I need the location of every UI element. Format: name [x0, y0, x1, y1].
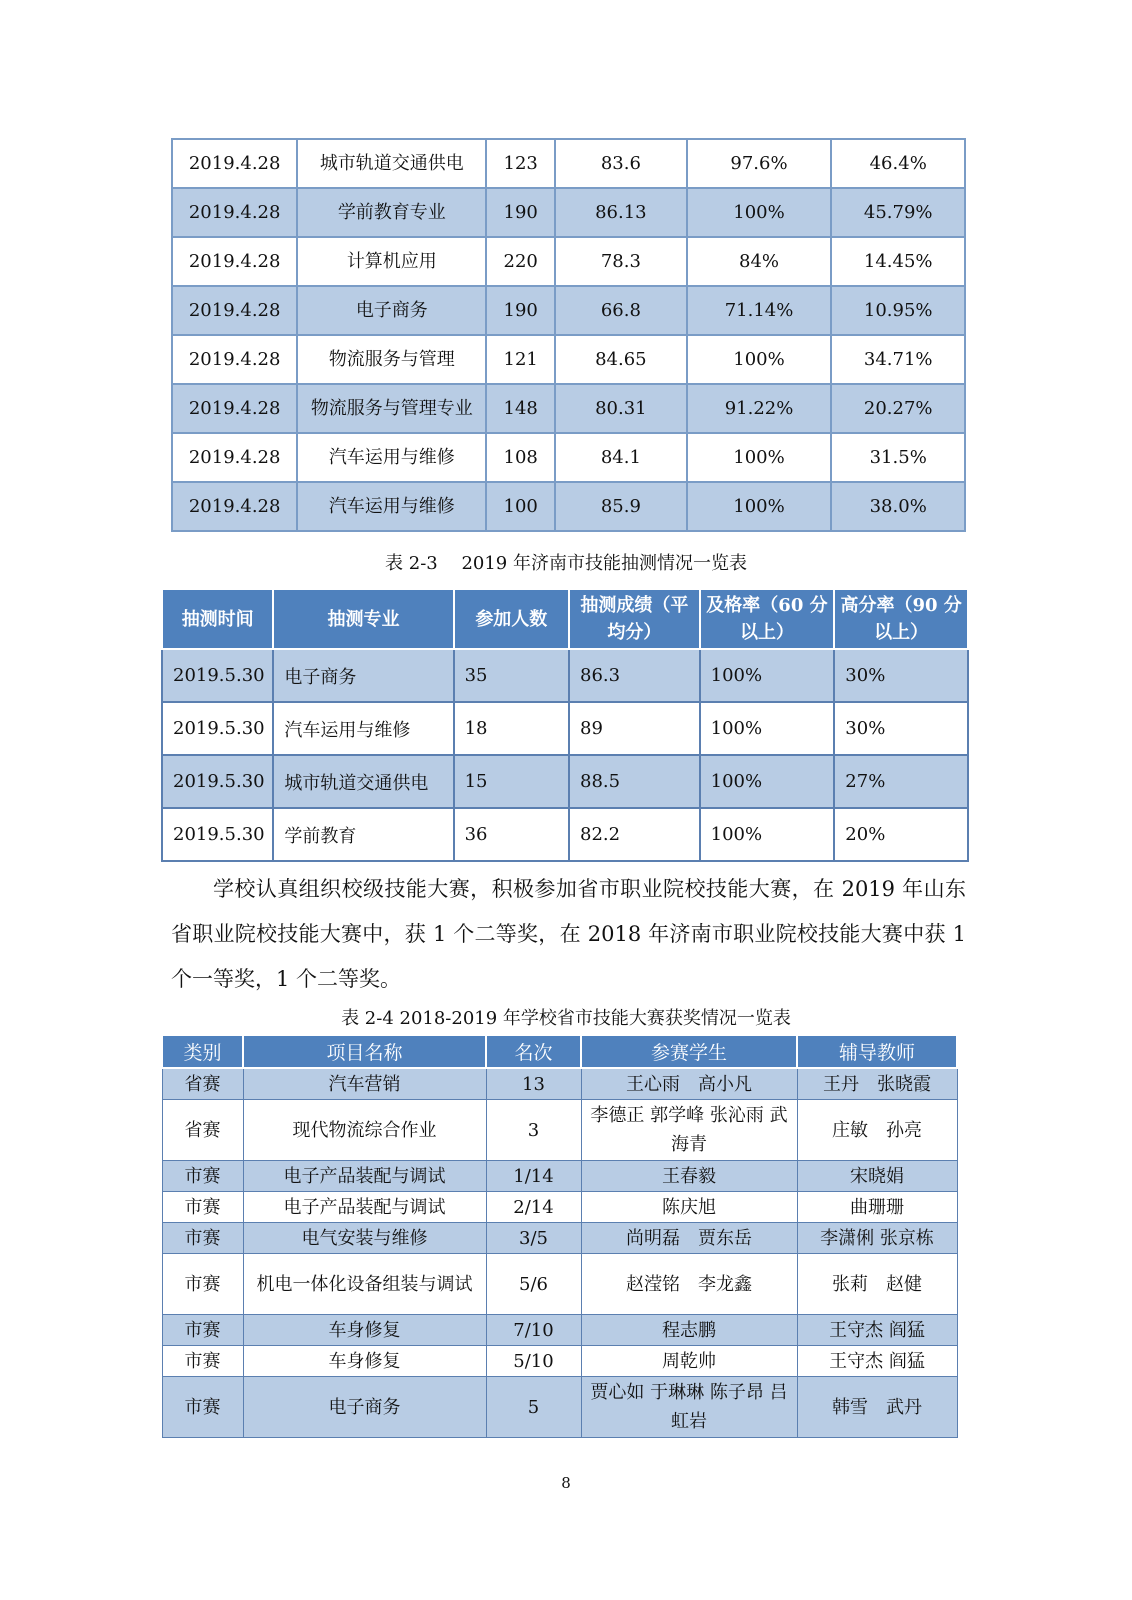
- table-cell: 13: [486, 1068, 581, 1100]
- table-cell: 71.14%: [687, 286, 832, 335]
- table-cell: 35: [454, 649, 569, 702]
- table-cell: 190: [486, 286, 555, 335]
- table-2-3-caption: 表 2-3 2019 年济南市技能抽测情况一览表: [385, 553, 747, 574]
- table-cell: 10.95%: [831, 286, 965, 335]
- table-cell: 86.3: [569, 649, 700, 702]
- table-cell: 2019.4.28: [172, 188, 297, 237]
- table-header-row: [162, 1035, 957, 1068]
- table-row: [162, 1254, 957, 1315]
- table-row: [172, 384, 965, 433]
- table-cell: 电子商务: [297, 286, 486, 335]
- table-row: [162, 1315, 957, 1346]
- table-cell: 148: [486, 384, 555, 433]
- column-header: 项目名称: [243, 1035, 486, 1068]
- table-cell: 100%: [687, 482, 832, 531]
- table-cell: 89: [569, 702, 700, 755]
- table-cell: 86.13: [555, 188, 686, 237]
- table-cell: 84.65: [555, 335, 686, 384]
- table-cell: 市赛: [162, 1223, 243, 1254]
- table-cell: 市赛: [162, 1315, 243, 1346]
- page-number: 8: [561, 1474, 571, 1492]
- table-cell: 85.9: [555, 482, 686, 531]
- table-cell: 2019.4.28: [172, 384, 297, 433]
- table-cell: 91.22%: [687, 384, 832, 433]
- table-header-row: [162, 589, 968, 649]
- table-cell: 程志鹏: [581, 1315, 797, 1346]
- table-cell: 82.2: [569, 808, 700, 861]
- table-row: [162, 1346, 957, 1377]
- table-cell: 88.5: [569, 755, 700, 808]
- table-cell: 2019.4.28: [172, 482, 297, 531]
- column-header: 抽测成绩（平均分）: [569, 589, 700, 649]
- table-cell: 100%: [687, 188, 832, 237]
- table-cell: 84.1: [555, 433, 686, 482]
- table-cell: 100%: [687, 335, 832, 384]
- table-row: [162, 1100, 957, 1161]
- table-cell: 100%: [700, 702, 835, 755]
- column-header: 参赛学生: [581, 1035, 797, 1068]
- table-cell: 陈庆旭: [581, 1192, 797, 1223]
- table-cell: 王春毅: [581, 1161, 797, 1192]
- table-cell: 123: [486, 139, 555, 188]
- table-cell: 84%: [687, 237, 832, 286]
- table-row: [172, 188, 965, 237]
- table-cell: 3/5: [486, 1223, 581, 1254]
- table-cell: 物流服务与管理: [297, 335, 486, 384]
- table-row: [162, 702, 968, 755]
- table-cell: 5/10: [486, 1346, 581, 1377]
- table-cell: 2019.4.28: [172, 433, 297, 482]
- table-cell: 30%: [834, 702, 968, 755]
- table-cell: 尚明磊 贾东岳: [581, 1223, 797, 1254]
- table-cell: 2019.5.30: [162, 702, 273, 755]
- table-cell: 现代物流综合作业: [243, 1100, 486, 1161]
- table-cell: 2019.4.28: [172, 286, 297, 335]
- column-header: 名次: [486, 1035, 581, 1068]
- competition-awards-table: [161, 1034, 958, 1438]
- table-cell: 27%: [834, 755, 968, 808]
- table-cell: 学前教育专业: [297, 188, 486, 237]
- table-cell: 5: [486, 1377, 581, 1438]
- table-cell: 周乾帅: [581, 1346, 797, 1377]
- table-cell: 38.0%: [831, 482, 965, 531]
- table-cell: 机电一体化设备组装与调试: [243, 1254, 486, 1315]
- column-header: 及格率（60 分以上）: [700, 589, 835, 649]
- table-cell: 100%: [700, 755, 835, 808]
- table-row: [162, 808, 968, 861]
- table-cell: 100%: [687, 433, 832, 482]
- table-cell: 1/14: [486, 1161, 581, 1192]
- table-cell: 121: [486, 335, 555, 384]
- table-cell: 14.45%: [831, 237, 965, 286]
- table-cell: 46.4%: [831, 139, 965, 188]
- table-cell: 王心雨 高小凡: [581, 1068, 797, 1100]
- table-row: [172, 237, 965, 286]
- table-cell: 15: [454, 755, 569, 808]
- table-cell: 王守杰 阎猛: [797, 1346, 957, 1377]
- table-cell: 2019.4.28: [172, 237, 297, 286]
- table-cell: 市赛: [162, 1377, 243, 1438]
- table-cell: 市赛: [162, 1192, 243, 1223]
- table-row: [172, 335, 965, 384]
- table-cell: 97.6%: [687, 139, 832, 188]
- table-cell: 电子产品装配与调试: [243, 1161, 486, 1192]
- table-cell: 曲珊珊: [797, 1192, 957, 1223]
- table-cell: 2019.5.30: [162, 755, 273, 808]
- table-cell: 100%: [700, 808, 835, 861]
- table-cell: 2019.5.30: [162, 808, 273, 861]
- table-cell: 2/14: [486, 1192, 581, 1223]
- column-header: 高分率（90 分以上）: [834, 589, 968, 649]
- table-cell: 电子产品装配与调试: [243, 1192, 486, 1223]
- table-cell: 78.3: [555, 237, 686, 286]
- table-cell: 张莉 赵健: [797, 1254, 957, 1315]
- table-cell: 汽车运用与维修: [297, 433, 486, 482]
- table-cell: 王守杰 阎猛: [797, 1315, 957, 1346]
- table-cell: 宋晓娟: [797, 1161, 957, 1192]
- table-cell: 赵滢铭 李龙鑫: [581, 1254, 797, 1315]
- table-cell: 190: [486, 188, 555, 237]
- table-cell: 电子商务: [243, 1377, 486, 1438]
- table-cell: 220: [486, 237, 555, 286]
- table-cell: 物流服务与管理专业: [297, 384, 486, 433]
- table-row: [162, 1223, 957, 1254]
- table-cell: 2019.4.28: [172, 139, 297, 188]
- table-cell: 83.6: [555, 139, 686, 188]
- table-cell: 省赛: [162, 1068, 243, 1100]
- table-cell: 80.31: [555, 384, 686, 433]
- table-cell: 汽车运用与维修: [297, 482, 486, 531]
- table-row: [162, 1161, 957, 1192]
- table-cell: 31.5%: [831, 433, 965, 482]
- table-cell: 2019.5.30: [162, 649, 273, 702]
- table-row: [172, 286, 965, 335]
- table-cell: 20.27%: [831, 384, 965, 433]
- table-cell: 市赛: [162, 1346, 243, 1377]
- table-row: [162, 649, 968, 702]
- table-cell: 3: [486, 1100, 581, 1161]
- table-cell: 45.79%: [831, 188, 965, 237]
- table-cell: 100%: [700, 649, 835, 702]
- jinan-skills-test-table: [161, 588, 969, 862]
- table-cell: 5/6: [486, 1254, 581, 1315]
- table-row: [162, 1377, 957, 1438]
- table-cell: 车身修复: [243, 1315, 486, 1346]
- table-cell: 王丹 张晓霞: [797, 1068, 957, 1100]
- table-cell: 贾心如 于琳琳 陈子昂 吕虹岩: [581, 1377, 797, 1438]
- table-cell: 7/10: [486, 1315, 581, 1346]
- table-row: [162, 755, 968, 808]
- table-cell: 电子商务: [273, 649, 453, 702]
- table-cell: 2019.4.28: [172, 335, 297, 384]
- table-row: [172, 482, 965, 531]
- column-header: 抽测专业: [273, 589, 453, 649]
- table-cell: 30%: [834, 649, 968, 702]
- competition-paragraph: 学校认真组织校级技能大赛，积极参加省市职业院校技能大赛，在 2019 年山东省职业院校技能大赛中，获 1 个二等奖，在 2018 年济南市职业院校技能大赛中获 1 个一等奖，1 个二等奖。: [171, 877, 966, 991]
- table-cell: 汽车运用与维修: [273, 702, 453, 755]
- table-cell: 李德正 郭学峰 张沁雨 武海青: [581, 1100, 797, 1161]
- column-header: 参加人数: [454, 589, 569, 649]
- table-row: [172, 139, 965, 188]
- table-cell: 城市轨道交通供电: [297, 139, 486, 188]
- table-cell: 36: [454, 808, 569, 861]
- column-header: 类别: [162, 1035, 243, 1068]
- table-cell: 市赛: [162, 1161, 243, 1192]
- table-cell: 计算机应用: [297, 237, 486, 286]
- skills-test-table-continued: [171, 138, 966, 532]
- table-cell: 20%: [834, 808, 968, 861]
- table-row: [162, 1192, 957, 1223]
- table-cell: 汽车营销: [243, 1068, 486, 1100]
- table-row: [162, 1068, 957, 1100]
- table-cell: 18: [454, 702, 569, 755]
- table-cell: 108: [486, 433, 555, 482]
- table-cell: 100: [486, 482, 555, 531]
- table-cell: 车身修复: [243, 1346, 486, 1377]
- table-cell: 城市轨道交通供电: [273, 755, 453, 808]
- column-header: 抽测时间: [162, 589, 273, 649]
- table-cell: 省赛: [162, 1100, 243, 1161]
- table-cell: 学前教育: [273, 808, 453, 861]
- table-cell: 电气安装与维修: [243, 1223, 486, 1254]
- table-cell: 李潇俐 张京栋: [797, 1223, 957, 1254]
- table-cell: 34.71%: [831, 335, 965, 384]
- column-header: 辅导教师: [797, 1035, 957, 1068]
- table-cell: 韩雪 武丹: [797, 1377, 957, 1438]
- table-2-4-caption: 表 2-4 2018-2019 年学校省市技能大赛获奖情况一览表: [341, 1008, 791, 1029]
- table-row: [172, 433, 965, 482]
- table-cell: 庄敏 孙亮: [797, 1100, 957, 1161]
- table-cell: 66.8: [555, 286, 686, 335]
- table-cell: 市赛: [162, 1254, 243, 1315]
